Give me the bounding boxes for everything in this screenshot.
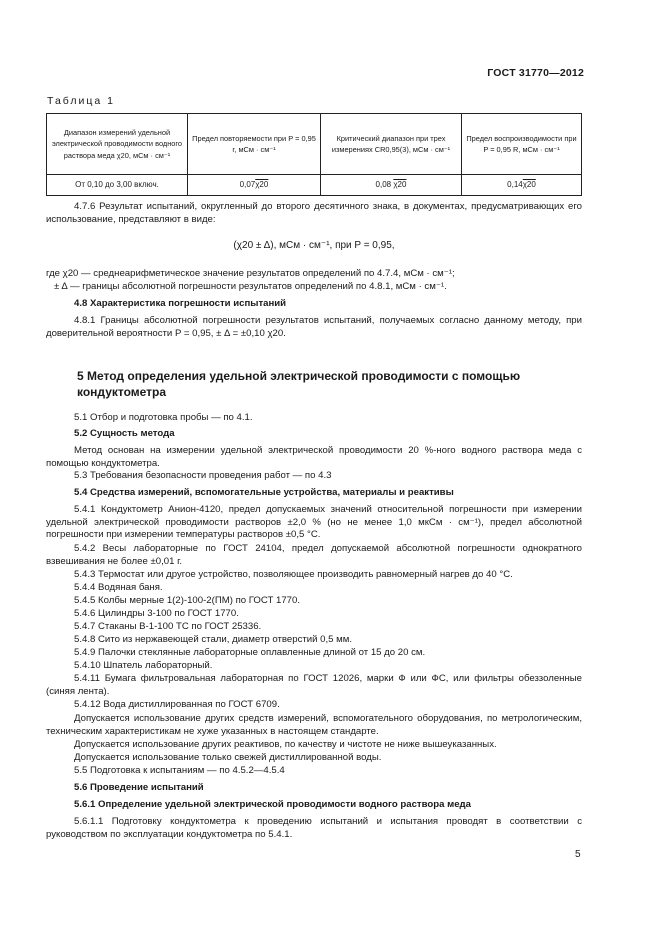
heading-4-8: 4.8 Характеристика погрешности испытаний (74, 298, 287, 309)
paragraph-5-3: 5.3 Требования безопасности проведения работ — по 4.3 (74, 470, 332, 481)
result-formula: (χ20 ± Δ), мСм · см⁻¹, при P = 0,95, (233, 240, 395, 251)
paragraph-5-4-4: 5.4.4 Водяная баня. (74, 582, 163, 593)
paragraph-5-6-1-1: 5.6.1.1 Подготовку кондуктометра к проведению испытаний и испытания проводят в соответствии с руководством по эксплуатации кондуктометра по 5.4.1. (46, 816, 582, 840)
paragraph-5-4-1: 5.4.1 Кондуктометр Анион-4120, предел допускаемых значений относительной погрешности при измерении удельной электрической проводимости растворов ±2,0 % (но не менее 1,0 мкСм · см⁻¹), предел абсолютной погрешности при измерении температуры растворов ±0,5 °С. (46, 504, 582, 541)
table-cell-range: От 0,10 до 3,00 включ. (47, 175, 188, 196)
table-caption: Таблица 1 (47, 95, 115, 107)
paragraph-5-4-11: 5.4.11 Бумага фильтровальная лабораторная по ГОСТ 12026, марки Ф или ФС, или фильтры обеззоленные (синяя лента). (46, 673, 582, 697)
table-header-critical-range: Критический диапазон при трех измерениях CR0,95(3), мСм · см⁻¹ (321, 114, 462, 175)
paragraph-5-5: 5.5 Подготовка к испытаниям — по 4.5.2—4.5.4 (74, 765, 285, 776)
paragraph-5-4-10: 5.4.10 Шпатель лабораторный. (74, 660, 213, 671)
paragraph-5-4-7: 5.4.7 Стаканы В-1-100 ТС по ГОСТ 25336. (74, 621, 262, 632)
paragraph-5-4-3: 5.4.3 Термостат или другое устройство, позволяющее производить равномерный нагрев до 40 °С. (74, 569, 513, 580)
table-header-range: Диапазон измерений удельной электрической проводимости водного раствора меда χ20, мСм · см⁻¹ (47, 114, 188, 175)
document-header: ГОСТ 31770—2012 (487, 67, 584, 79)
paragraph-5-4-2: 5.4.2 Весы лабораторные по ГОСТ 24104, предел допускаемой абсолютной погрешности однократного взвешивания не более ±0,01 г. (46, 543, 582, 567)
table-cell-critical-range: 0,08 χ20 (321, 175, 462, 196)
table-header-repeatability: Предел повторяемости при P = 0,95 r, мСм · см⁻¹ (188, 114, 321, 175)
heading-5-6: 5.6 Проведение испытаний (74, 782, 204, 793)
table-cell-repeatability: 0,07χ20 (188, 175, 321, 196)
section-5-title: 5 Метод определения удельной электрической проводимости с помощью кондуктометра (77, 369, 521, 399)
paragraph-5-4-12: 5.4.12 Вода дистиллированная по ГОСТ 6709. (74, 699, 280, 710)
table-cell-reproducibility: 0,14χ20 (462, 175, 582, 196)
paragraph-4-8-1: 4.8.1 Границы абсолютной погрешности результатов испытаний, получаемых согласно данному методу, при доверительной вероятности P = 0,95, ± Δ = ±0,10 χ20. (46, 315, 582, 339)
formula-legend-error: ± Δ — границы абсолютной погрешности результатов определений по 4.8.1, мСм · см⁻¹. (54, 281, 447, 292)
heading-5-2: 5.2 Сущность метода (74, 428, 175, 439)
paragraph-5-2: Метод основан на измерении удельной электрической проводимости 20 %-ного водного раствора меда с помощью кондуктометра. (46, 445, 582, 469)
paragraph-5-4-6: 5.4.6 Цилиндры 3-100 по ГОСТ 1770. (74, 608, 239, 619)
formula-legend-mean: где χ20 — среднеарифметическое значение результатов определений по 4.7.4, мСм · см⁻¹; (46, 268, 455, 279)
precision-table (46, 113, 582, 196)
paragraph-5-4-8: 5.4.8 Сито из нержавеющей стали, диаметр отверстий 0,5 мм. (74, 634, 353, 645)
page-number: 5 (575, 849, 581, 860)
table-header-reproducibility: Предел воспроизводимости при P = 0,95 R, мСм · см⁻¹ (462, 114, 582, 175)
paragraph-4-7-6: 4.7.6 Результат испытаний, округленный до второго десятичного знака, в документах, предусматривающих его использование, представляют в виде: (46, 201, 582, 225)
paragraph-allowance-water: Допускается использование только свежей дистиллированной воды. (74, 752, 382, 763)
heading-5-6-1: 5.6.1 Определение удельной электрической проводимости водного раствора меда (74, 799, 471, 810)
paragraph-allowance-reagents: Допускается использование других реактивов, по качеству и чистоте не ниже вышеуказанных. (74, 739, 497, 750)
paragraph-allowance-equipment: Допускается использование других средств измерений, вспомогательного оборудования, по метрологическим, техническим характеристикам не хуже указанных в настоящем стандарте. (46, 713, 582, 737)
paragraph-5-1: 5.1 Отбор и подготовка пробы — по 4.1. (74, 412, 253, 423)
paragraph-5-4-9: 5.4.9 Палочки стеклянные лабораторные оплавленные длиной от 15 до 20 см. (74, 647, 426, 658)
paragraph-5-4-5: 5.4.5 Колбы мерные 1(2)-100-2(ПМ) по ГОСТ 1770. (74, 595, 301, 606)
heading-5-4: 5.4 Средства измерений, вспомогательные устройства, материалы и реактивы (74, 487, 454, 498)
